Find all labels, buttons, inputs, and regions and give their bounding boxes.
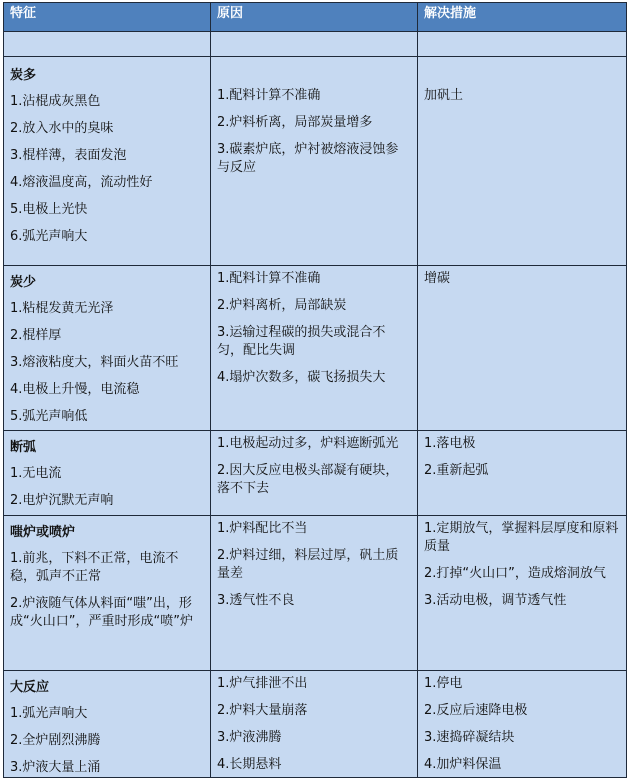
feature-item: 1.前兆，下料不正常，电流不稳，弧声不正常 <box>10 551 179 584</box>
feature-item: 2.全炉剧烈沸腾 <box>10 733 101 748</box>
solution-cell <box>418 671 627 778</box>
cause-item: 1.炉料配比不当 <box>217 521 308 536</box>
feature-item: 2.炉液随气体从料面“嗤”出，形成“火山口”，严重时形成“喷”炉 <box>10 596 193 629</box>
solution-cell <box>418 57 627 266</box>
cause-cell <box>211 57 418 266</box>
feature-item: 5.弧光声响低 <box>10 409 88 424</box>
cause-item: 1.电极起动过多，炉料遮断弧光 <box>217 436 399 451</box>
solution-item: 2.打掉“火山口”，造成熔洞放气 <box>424 566 606 581</box>
cause-item: 3.炉液沸腾 <box>217 730 282 745</box>
feature-item: 1.弧光声响大 <box>10 706 88 721</box>
solution-cell <box>418 266 627 431</box>
cause-cell <box>211 266 418 431</box>
cause-item: 3.碳素炉底，炉衬被熔液浸蚀参与反应 <box>217 142 399 175</box>
feature-item: 5.电极上光快 <box>10 202 88 217</box>
cause-cell <box>211 671 418 778</box>
solution-item: 3.活动电极，调节透气性 <box>424 593 567 608</box>
feature-item: 3.棍样薄，表面发泡 <box>10 148 127 163</box>
feature-item: 4.熔液温度高，流动性好 <box>10 175 153 190</box>
cause-item: 1.配料计算不准确 <box>217 271 321 286</box>
cause-item: 1.配料计算不准确 <box>217 88 321 103</box>
cause-item: 2.炉料大量崩落 <box>217 703 308 718</box>
solution-item: 增碳 <box>424 271 451 286</box>
solution-cell <box>418 431 627 516</box>
cause-item: 3.透气性不良 <box>217 593 295 608</box>
header-cause: 原因 <box>211 3 418 32</box>
cause-item: 1.炉气排泄不出 <box>217 676 308 691</box>
solution-item: 2.反应后速降电极 <box>424 703 528 718</box>
table-row <box>4 431 627 516</box>
solution-item: 2.重新起弧 <box>424 463 489 478</box>
cause-cell <box>211 431 418 516</box>
cause-item: 2.炉料过细，料层过厚，矾土质量差 <box>217 548 399 581</box>
solution-item: 1.停电 <box>424 676 463 691</box>
feature-cell <box>4 671 211 778</box>
troubleshooting-table <box>3 2 627 778</box>
solution-item: 3.速捣碎凝结块 <box>424 730 515 745</box>
feature-title: 炭少 <box>10 275 37 290</box>
feature-title: 断弧 <box>10 440 37 455</box>
cause-item: 2.因大反应电极头部凝有硬块，落不下去 <box>217 463 399 496</box>
feature-cell <box>4 57 211 266</box>
feature-item: 6.弧光声响大 <box>10 229 88 244</box>
header-solution: 解决措施 <box>418 3 627 32</box>
table-row <box>4 516 627 671</box>
solution-item: 1.落电极 <box>424 436 476 451</box>
feature-cell <box>4 266 211 431</box>
cause-item: 3.运输过程碳的损失或混合不匀，配比失调 <box>217 325 386 358</box>
feature-item: 3.炉液大量上涌 <box>10 760 101 775</box>
header-feature: 特征 <box>4 3 211 32</box>
feature-item: 2.电炉沉默无声响 <box>10 493 114 508</box>
solution-cell <box>418 516 627 671</box>
feature-item: 1.沾棍成灰黑色 <box>10 94 101 109</box>
cause-item: 2.炉料析离，局部炭量增多 <box>217 115 373 130</box>
feature-item: 3.熔液粘度大，料面火苗不旺 <box>10 355 179 370</box>
table-header-row <box>4 3 627 32</box>
cause-item: 4.塌炉次数多，碳飞扬损失大 <box>217 370 386 385</box>
table-row <box>4 266 627 431</box>
table-row <box>4 671 627 778</box>
feature-item: 2.放入水中的臭味 <box>10 121 114 136</box>
feature-cell <box>4 431 211 516</box>
feature-item: 4.电极上升慢，电流稳 <box>10 382 140 397</box>
solution-item: 1.定期放气，掌握料层厚度和原料质量 <box>424 521 619 554</box>
solution-item: 加矾土 <box>424 88 464 103</box>
cause-cell <box>211 516 418 671</box>
cause-item: 2.炉料离析，局部缺炭 <box>217 298 347 313</box>
solution-item: 4.加炉料保温 <box>424 757 502 772</box>
feature-title: 大反应 <box>10 680 50 695</box>
feature-item: 2.棍样厚 <box>10 328 62 343</box>
feature-title: 嗤炉或喷炉 <box>10 525 76 540</box>
feature-cell <box>4 516 211 671</box>
spacer-row <box>4 32 627 57</box>
feature-item: 1.无电流 <box>10 466 62 481</box>
cause-item: 4.长期悬料 <box>217 757 282 772</box>
feature-title: 炭多 <box>10 68 37 83</box>
table-row <box>4 57 627 266</box>
feature-item: 1.粘棍发黄无光泽 <box>10 301 114 316</box>
